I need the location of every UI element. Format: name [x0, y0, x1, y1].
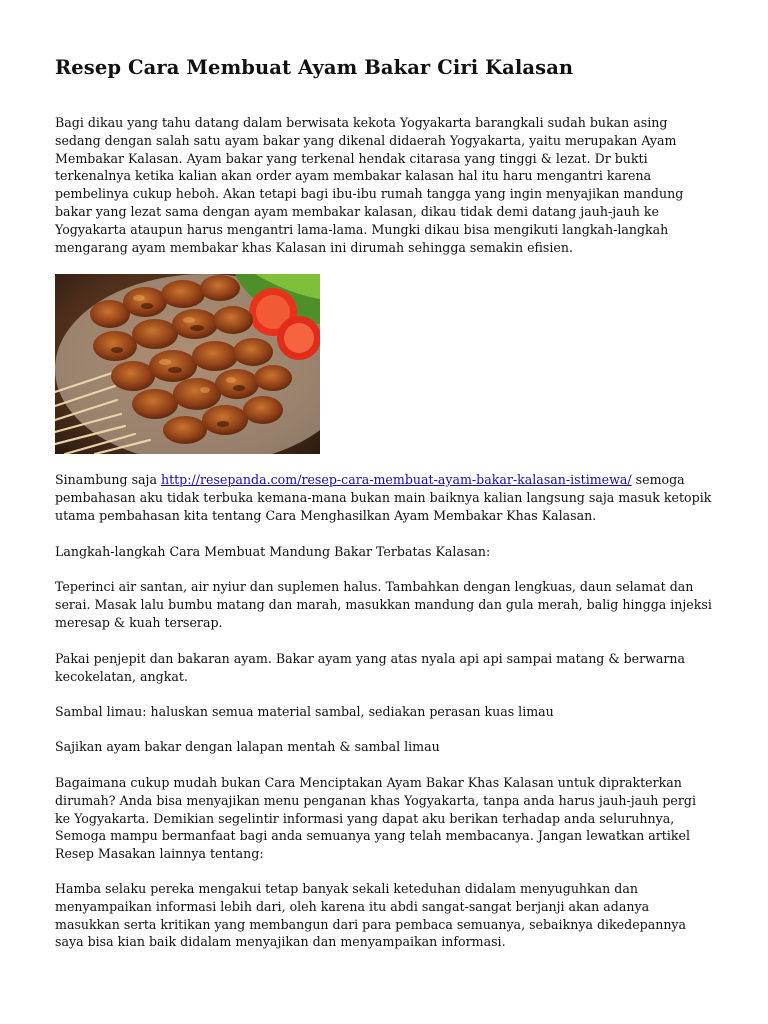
step-4-paragraph: Sajikan ayam bakar dengan lalapan mentah & sambal limau	[55, 739, 440, 754]
satay-photo	[55, 274, 320, 454]
steps-heading: Langkah-langkah Cara Membuat Mandung Bakar Terbatas Kalasan:	[55, 544, 491, 559]
resepanda-link[interactable]: http://resepanda.com/resep-cara-membuat-ayam-bakar-kalasan-istimewa/	[160, 472, 632, 487]
closing-paragraph-1: Bagaimana cukup mudah bukan Cara Menciptakan Ayam Bakar Khas Kalasan untuk diprakterkan dirumah? Anda bisa menyajikan menu penganan khas Yogyakarta, tanpa anda harus jauh-jauh pergi ke Yogyakarta. Demikian segelintir informasi yang dapat aku berikan terhadap anda seluruhnya, Semoga mampu bermanfaat bagi anda semuanya yang telah membacanya. Jangan lewatkan artikel Resep Masakan lainnya tentang:	[55, 775, 696, 862]
page-title: Resep Cara Membuat Ayam Bakar Ciri Kalasan	[55, 56, 574, 79]
step-2-paragraph: Pakai penjepit dan bakaran ayam. Bakar ayam yang atas nyala api api sampai matang & berwarna kecokelatan, angkat.	[55, 651, 686, 684]
closing-paragraph-2: Hamba selaku pereka mengakui tetap banyak sekali keteduhan didalam menyuguhkan dan menyampaikan informasi lebih dari, oleh karena itu abdi sangat-sangat berjanji akan adanya masukkan serta kritikan yang membangun dari para pembaca semuanya, sebaiknya dikedepannya saya bisa kian baik didalam menyajikan dan menyampaikan informasi.	[55, 881, 687, 950]
link-paragraph	[55, 471, 715, 524]
link-paragraph-before: Sinambung saja	[55, 472, 161, 487]
step-3-paragraph: Sambal limau: haluskan semua material sambal, sediakan perasan kuas limau	[55, 704, 554, 719]
link-paragraph-after: semoga pembahasan aku tidak terbuka kemana-mana bukan main baiknya kalian langsung saja masuk ketopik utama pembahasan kita tentang Cara Menghasilkan Ayam Membakar Khas Kalasan.	[55, 472, 712, 523]
step-1-paragraph: Teperinci air santan, air nyiur dan suplemen halus. Tambahkan dengan lengkuas, daun selamat dan serai. Masak lalu bumbu matang dan marah, masukkan mandung dan gula merah, balig hingga injeksi meresap & kuah terserap.	[55, 579, 712, 630]
intro-paragraph: Bagi dikau yang tahu datang dalam berwisata kekota Yogyakarta barangkali sudah bukan asing sedang dengan salah satu ayam bakar yang dikenal didaerah Yogyakarta, yaitu merupakan Ayam Membakar Kalasan. Ayam bakar yang terkenal hendak citarasa yang tinggi & lezat. Dr bukti terkenalnya ketika kalian akan order ayam membakar kalasan hal itu haru mengantri karena pembelinya cukup heboh. Akan tetapi bagi ibu-ibu rumah tangga yang ingin menyajikan mandung bakar yang lezat sama dengan ayam membakar kalasan, dikau tidak demi datang jauh-jauh ke Yogyakarta ataupun harus mengantri lama-lama. Mungki dikau bisa mengikuti langkah-langkah mengarang ayam membakar khas Kalasan ini dirumah sehingga semakin efisien.	[55, 115, 684, 255]
